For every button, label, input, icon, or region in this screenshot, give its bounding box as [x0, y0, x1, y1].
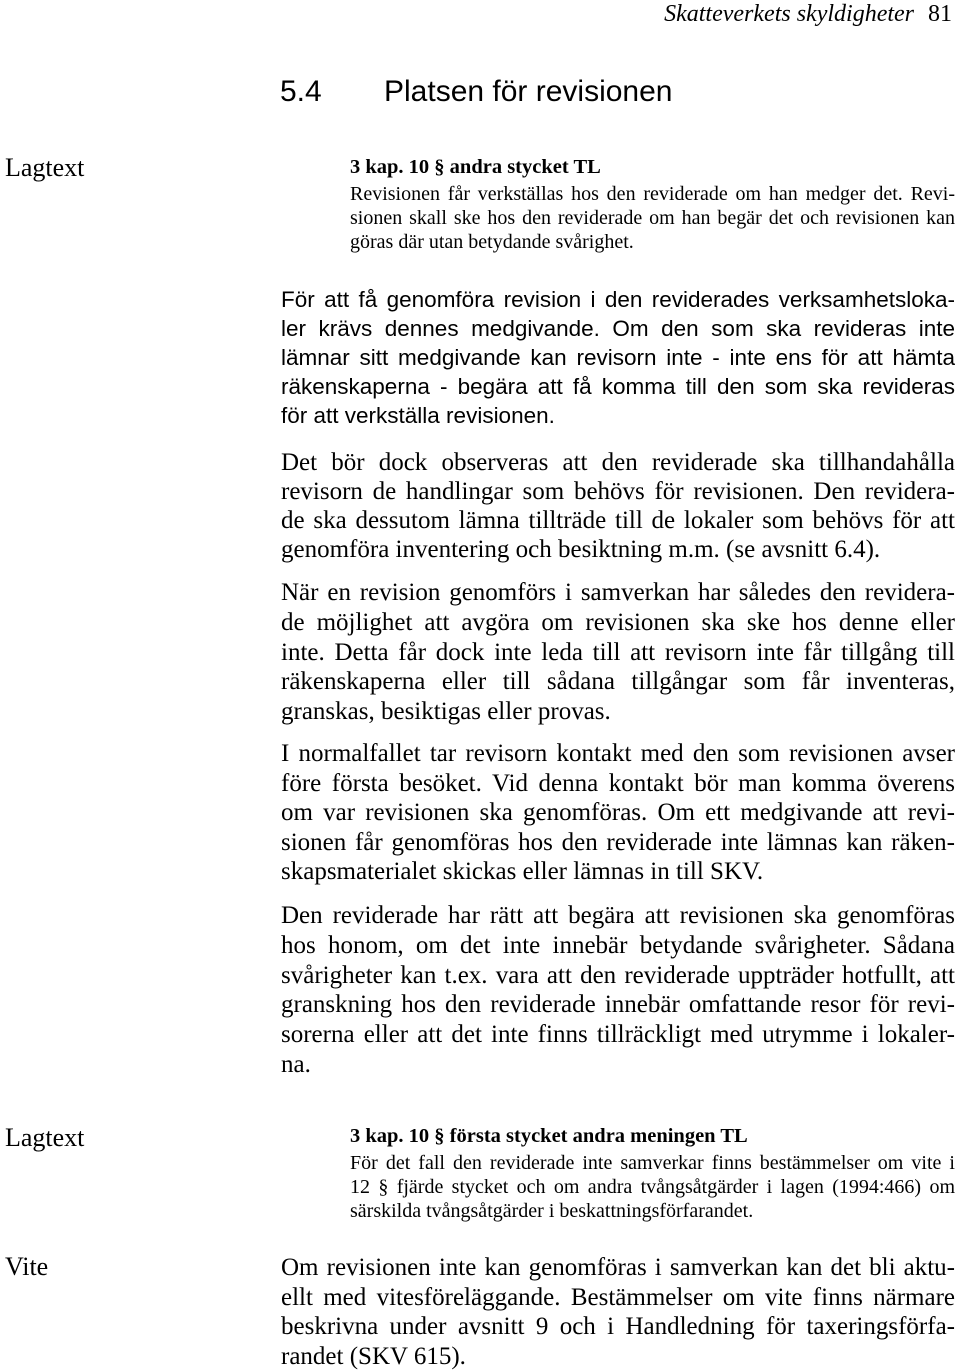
text-line: randet (SKV 615).	[281, 1343, 466, 1371]
running-header	[664, 0, 952, 28]
lagtext-quote	[350, 1121, 955, 1223]
text-line: beskrivna under avsnitt 9 och i Handledning för taxeringsförfa-	[281, 1313, 955, 1341]
quote-line: Revisionen får verkställas hos den reviderade om han medger det. Revi-	[350, 183, 955, 205]
text-line: genomföra inventering och besiktning m.m. (se avsnitt 6.4).	[281, 536, 881, 563]
margin-label-lagtext: Lagtext	[5, 1123, 85, 1152]
section-number: 5.4	[280, 75, 322, 108]
text-line: na.	[281, 1050, 311, 1078]
text-line: om var revisionen ska genomföras. Om ett medgivande att revi-	[281, 799, 955, 826]
quote-line: sionen skall ske hos den reviderade om han begär det och revisionen kan	[350, 207, 955, 229]
text-line: svårigheter kan t.ex. vara att den reviderade uppträder hotfullt, att	[281, 961, 955, 989]
text-line: sorerna eller att det inte finns tillräckligt med utrymme i lokaler-	[281, 1021, 955, 1049]
text-line: granskas, besiktigas eller provas.	[281, 698, 611, 725]
page-number: 81	[928, 1, 952, 27]
margin-label-vite: Vite	[5, 1252, 49, 1281]
text-line: Det bör dock observeras att den reviderade ska tillhandahålla	[281, 449, 955, 476]
text-line: skapsmaterialet skickas eller lämnas in till SKV.	[281, 858, 764, 885]
quote-line: särskilda tvångsåtgärder i beskattningsförfarandet.	[350, 1200, 754, 1222]
body-paragraph	[281, 1253, 955, 1372]
text-line: För att få genomföra revision i den reviderades verksamhetsloka-	[281, 287, 955, 312]
quote-line: göras där utan betydande svårighet.	[350, 231, 634, 253]
text-line: När en revision genomförs i samverkan har således den revidera-	[281, 579, 955, 606]
text-line: revisorn de handlingar som behövs för revisionen. Den revidera-	[281, 478, 955, 505]
running-title: Skatteverkets skyldigheter	[664, 1, 914, 27]
text-line: granskning hos den reviderade innebär omfattande resor för revi-	[281, 991, 955, 1019]
body-paragraph	[281, 578, 955, 727]
text-line: före första besöket. Vid denna kontakt bör man komma överens	[281, 769, 955, 797]
text-line: ellt med vitesföreläggande. Bestämmelser om vite finns närmare	[281, 1283, 955, 1311]
text-line: räkenskaperna eller till sådana tillgångar som får inventeras,	[281, 668, 955, 696]
text-line: för att verkställa revisionen.	[281, 403, 555, 428]
quote-line: 12 § fjärde stycket och om andra tvångsåtgärder i lagen (1994:466) om	[350, 1176, 955, 1198]
text-line: Om revisionen inte kan genomföras i samverkan kan det bli aktu-	[281, 1254, 955, 1281]
section-heading	[0, 74, 960, 110]
text-line: räkenskaperna - begära att få komma till den som ska revideras	[281, 374, 955, 399]
text-line: Den reviderade har rätt att begära att revisionen ska genomföras	[281, 902, 955, 929]
text-line: de ska dessutom lämna tillträde till de lokaler som behövs för att	[281, 507, 955, 534]
margin-label-lagtext: Lagtext	[5, 153, 85, 182]
body-paragraph	[281, 739, 955, 887]
lagtext-quote	[350, 152, 955, 254]
text-line: de möjlighet att avgöra om revisionen ska ske hos denne eller	[281, 608, 955, 636]
text-line: I normalfallet tar revisorn kontakt med den som revisionen avser	[281, 740, 955, 767]
law-reference: 3 kap. 10 § första stycket andra meningen TL	[350, 1125, 748, 1147]
text-line: hos honom, om det inte innebär betydande svårigheter. Sådana	[281, 931, 955, 959]
quote-line: För det fall den reviderade inte samverkar finns bestämmelser om vite i	[350, 1152, 955, 1174]
text-line: ler krävs dennes medgivande. Om den som ska revideras inte	[281, 316, 955, 341]
body-paragraph	[281, 901, 955, 1080]
section-title: Platsen för revisionen	[384, 75, 673, 108]
text-line: inte. Detta får dock inte leda till att revisorn inte får tillgång till	[281, 638, 955, 666]
body-paragraph	[281, 285, 955, 430]
text-line: sionen får genomföras hos den reviderade inte lämnas kan räken-	[281, 828, 955, 856]
law-reference: 3 kap. 10 § andra stycket TL	[350, 156, 601, 178]
text-line: lämnar sitt medgivande kan revisorn inte - inte ens för att hämta	[281, 345, 955, 370]
body-paragraph	[281, 448, 955, 564]
